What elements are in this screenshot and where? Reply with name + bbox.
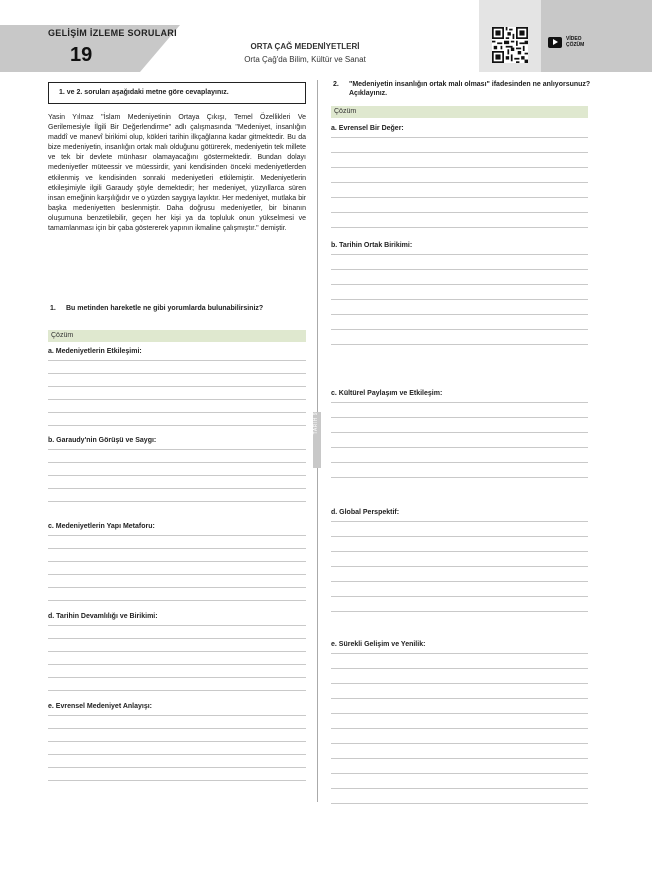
- question-1-text: Bu metinden hareketle ne gibi yorumlarda bulunabilirsiniz?: [66, 305, 264, 312]
- answer-line[interactable]: [331, 269, 588, 270]
- question-2-text: "Medeniyetin insanlığın ortak malı olması" ifadesinden ne anlıyorsunuz? Açıklayınız.: [349, 81, 591, 97]
- answer-line[interactable]: [48, 412, 306, 413]
- answer-line[interactable]: [48, 535, 306, 536]
- question-2: [333, 80, 591, 98]
- answer-line[interactable]: [331, 758, 588, 759]
- answer-line[interactable]: [48, 728, 306, 729]
- answer-line[interactable]: [331, 551, 588, 552]
- q1-section-heading-e: e. Evrensel Medeniyet Anlayışı:: [48, 703, 153, 710]
- answer-line[interactable]: [331, 773, 588, 774]
- answer-line[interactable]: [331, 521, 588, 522]
- answer-line[interactable]: [331, 611, 588, 612]
- page-number: 19: [70, 44, 93, 66]
- answer-line[interactable]: [331, 402, 588, 403]
- answer-line[interactable]: [48, 399, 306, 400]
- answer-line[interactable]: [48, 475, 306, 476]
- answer-line[interactable]: [331, 167, 588, 168]
- answer-line[interactable]: [331, 227, 588, 228]
- answer-line[interactable]: [331, 152, 588, 153]
- q2-section-heading-e: e. Sürekli Gelişim ve Yenilik:: [331, 641, 426, 648]
- q2-section-heading-b: b. Tarihin Ortak Birikimi:: [331, 242, 413, 249]
- answer-line[interactable]: [48, 690, 306, 691]
- answer-line[interactable]: [331, 447, 588, 448]
- question-1: [50, 304, 306, 313]
- answer-line[interactable]: [331, 788, 588, 789]
- question-1-number: 1.: [50, 305, 56, 312]
- instruction-box: 1. ve 2. soruları aşağıdaki metne göre cevaplayınız.: [48, 82, 306, 104]
- answer-line[interactable]: [48, 638, 306, 639]
- answer-line[interactable]: [48, 548, 306, 549]
- answer-line[interactable]: [48, 677, 306, 678]
- answer-line[interactable]: [48, 425, 306, 426]
- q2-solution-bar: Çözüm: [331, 106, 588, 118]
- answer-line[interactable]: [48, 488, 306, 489]
- answer-line[interactable]: [331, 581, 588, 582]
- q1-section-heading-b: b. Garaudy'nin Görüşü ve Saygı:: [48, 437, 157, 444]
- answer-line[interactable]: [331, 254, 588, 255]
- q1-section-heading-c: c. Medeniyetlerin Yapı Metaforu:: [48, 523, 155, 530]
- reading-passage: Yasin Yılmaz "İslam Medeniyetinin Ortaya Çıkışı, Temel Özellikleri Ve Gerilemesiyle İlgili Bir Değerlendirme" adlı çalışmasında "Medeniyet, insanlığın maddî ve manevî birikimi olup, kökleri tarihin ilkçağlarına kadar gitmektedir. Bu da bize medeniyetin, insanlığın ortak malı olduğunu götürerek, medeniyetin tek millete ve tek bir devlete münhasır olamayacağını göstermektedir. Bundan dolayı medeniyetler müteessir ve müessirdir, yani kendisinden önceki medeniyetlerden etkilenmiş ve kendisinden sonraki medeniyetleri etkilemiştir. Medeniyetlerin etkileşimiyle ilgili Garaudy şöyle demektedir; her medeniyet, yüzyıllarca süren insan emeğinin karşılığıdır ve o yüzden saygıya layıktır. Her medeniyet, mutlaka bir başka medeniyetten beslenmiştir. Daha doğrusu medeniyetler, bir binanın oluşumuna benzetilebilir, geçen her kişi ya da topluluk onun yükselmesi ve tamamlanması için bir çaba göstererek yapının ikmaline çalışmıştır." demiştir.: [48, 114, 306, 233]
- answer-line[interactable]: [48, 373, 306, 374]
- unit-subtitle: Orta Çağ'da Bilim, Kültür ve Sanat: [244, 55, 366, 64]
- q1-solution-bar: Çözüm: [48, 330, 306, 342]
- unit-title: ORTA ÇAĞ MEDENİYETLERİ: [250, 42, 360, 51]
- video-label-line1: VİDEO: [566, 36, 582, 42]
- answer-line[interactable]: [331, 566, 588, 567]
- video-label-line2: ÇÖZÜM: [566, 42, 585, 48]
- series-label: GELİŞİM İZLEME SORULARI: [48, 28, 177, 38]
- answer-line[interactable]: [48, 715, 306, 716]
- answer-line[interactable]: [331, 477, 588, 478]
- answer-line[interactable]: [331, 299, 588, 300]
- answer-line[interactable]: [331, 417, 588, 418]
- play-icon: [548, 37, 562, 48]
- answer-line[interactable]: [331, 668, 588, 669]
- question-2-number: 2.: [333, 81, 339, 88]
- answer-line[interactable]: [331, 728, 588, 729]
- answer-line[interactable]: [331, 284, 588, 285]
- answer-line[interactable]: [48, 780, 306, 781]
- answer-line[interactable]: [48, 561, 306, 562]
- answer-line[interactable]: [331, 329, 588, 330]
- answer-line[interactable]: [48, 741, 306, 742]
- q2-section-heading-d: d. Global Perspektif:: [331, 509, 400, 516]
- answer-line[interactable]: [331, 197, 588, 198]
- answer-line[interactable]: [331, 432, 588, 433]
- answer-line[interactable]: [48, 625, 306, 626]
- side-tab-text: TARİH 9: [313, 412, 319, 435]
- video-label: [566, 36, 584, 48]
- answer-line[interactable]: [48, 651, 306, 652]
- answer-line[interactable]: [331, 713, 588, 714]
- answer-line[interactable]: [331, 596, 588, 597]
- answer-line[interactable]: [331, 137, 588, 138]
- q2-section-heading-c: c. Kültürel Paylaşım ve Etkileşim:: [331, 390, 443, 397]
- answer-line[interactable]: [48, 754, 306, 755]
- side-tab: [313, 412, 321, 468]
- answer-line[interactable]: [48, 767, 306, 768]
- answer-line[interactable]: [331, 653, 588, 654]
- answer-line[interactable]: [331, 698, 588, 699]
- answer-line[interactable]: [331, 536, 588, 537]
- q2-section-heading-a: a. Evrensel Bir Değer:: [331, 125, 404, 132]
- answer-line[interactable]: [331, 182, 588, 183]
- answer-line[interactable]: [331, 462, 588, 463]
- answer-line[interactable]: [48, 449, 306, 450]
- answer-line[interactable]: [331, 743, 588, 744]
- answer-line[interactable]: [331, 314, 588, 315]
- answer-line[interactable]: [48, 360, 306, 361]
- video-solution-link[interactable]: [548, 36, 584, 48]
- answer-line[interactable]: [331, 212, 588, 213]
- answer-line[interactable]: [331, 344, 588, 345]
- answer-line[interactable]: [48, 386, 306, 387]
- answer-line[interactable]: [48, 587, 306, 588]
- answer-line[interactable]: [331, 803, 588, 804]
- answer-line[interactable]: [331, 683, 588, 684]
- answer-line[interactable]: [48, 574, 306, 575]
- answer-line[interactable]: [48, 600, 306, 601]
- answer-line[interactable]: [48, 501, 306, 502]
- answer-line[interactable]: [48, 664, 306, 665]
- q1-section-heading-a: a. Medeniyetlerin Etkileşimi:: [48, 348, 142, 355]
- qr-code-icon[interactable]: [492, 27, 528, 63]
- q1-section-heading-d: d. Tarihin Devamlılığı ve Birikimi:: [48, 613, 158, 620]
- answer-line[interactable]: [48, 462, 306, 463]
